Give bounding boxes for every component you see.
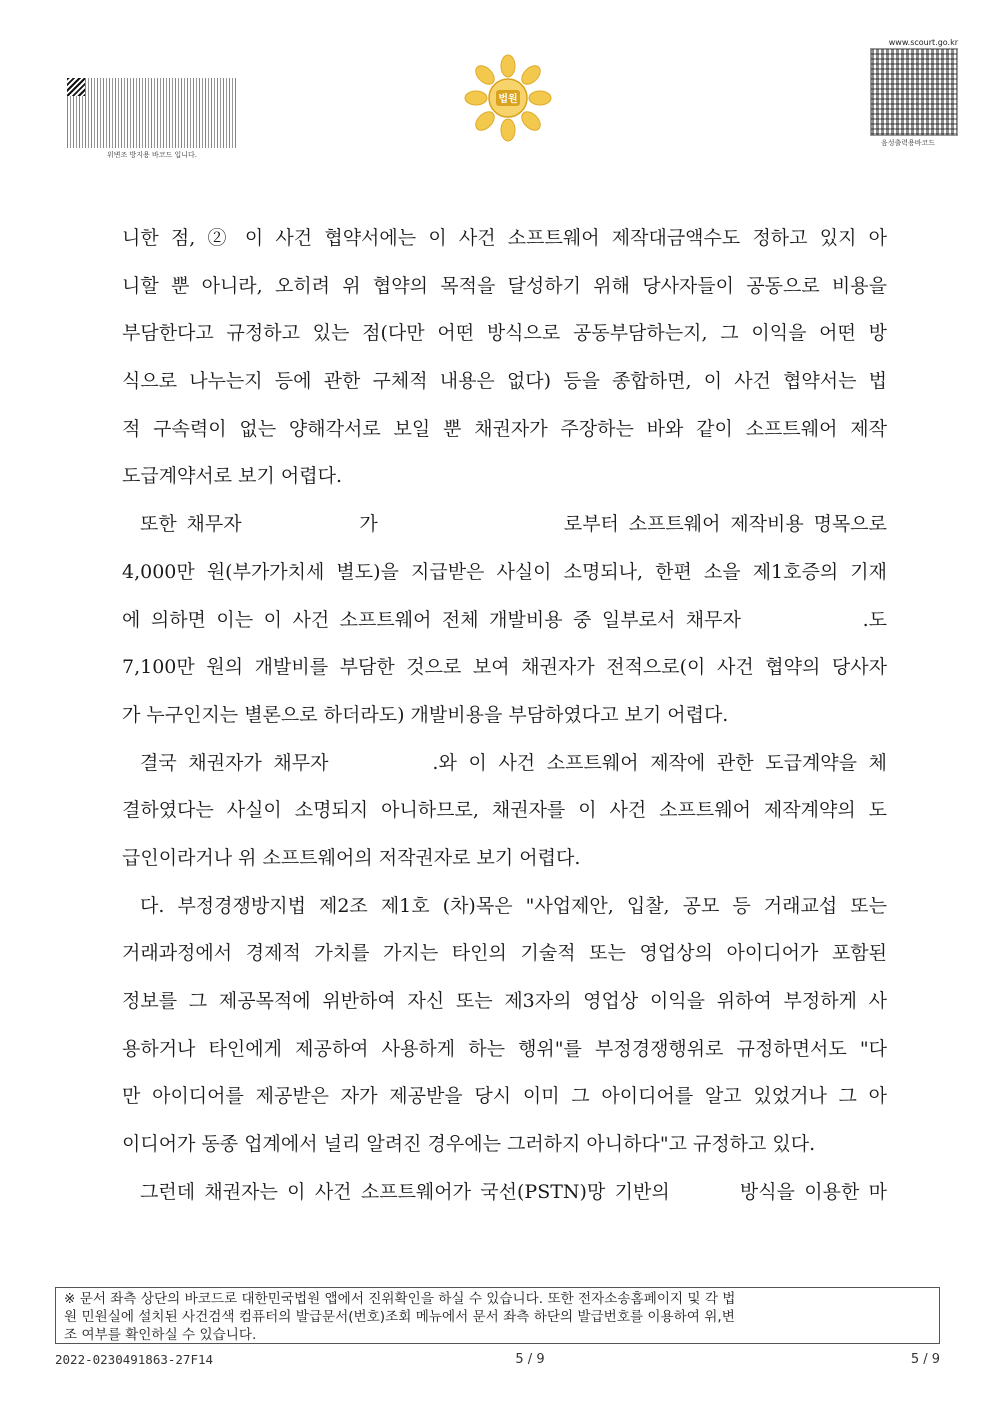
body-line: 결하였다는 사실이 소명되지 아니하므로, 채권자를 이 사건 소프트웨어 제작계약의 도 [122,799,887,822]
notice-line: ※ 문서 좌측 상단의 바코드로 대한민국법원 앱에서 진위확인을 하실 수 있습니다. 또한 전자소송홈페이지 및 각 법 [64,1291,736,1307]
page-number-right: 5 / 9 [910,1352,940,1367]
body-line: 다. 부정경쟁방지법 제2조 제1호 (차)목은 "사업제안, 입찰, 공모 등 거래교섭 또는 [140,894,887,917]
qr-caption: 음성출력용바코드 [880,139,936,147]
court-emblem-icon [462,52,554,144]
emblem-text: 법원 [498,94,518,105]
body-line: 거래과정에서 경제적 가치를 가지는 타인의 기술적 또는 영업상의 아이디어가 포함된 [122,942,887,965]
page-number-center: 5 / 9 [515,1352,545,1367]
body-line: 니할 뿐 아니라, 오히려 위 협약의 목적을 달성하기 위해 당사자들이 공동으로 비용을 [122,274,887,297]
notice-line: 조 여부를 확인하실 수 있습니다. [64,1327,257,1343]
body-line: 도급계약서로 보기 어렵다. [122,465,343,488]
body-line: 식으로 나누는지 등에 관한 구체적 내용은 없다) 등을 종합하면, 이 사건 협약서는 법 [122,370,887,393]
body-line: 정보를 그 제공목적에 위반하여 자신 또는 제3자의 영업상 이익을 위하여 부정하게 사 [122,990,887,1012]
body-line: 니한 점, ② 이 사건 협약서에는 이 사건 소프트웨어 제작대금액수도 정하고 있지 아 [122,227,887,249]
body-line: 급인이라거나 위 소프트웨어의 저작권자로 보기 어렵다. [122,846,581,869]
body-line: 4,000만 원(부가가치세 별도)을 지급받은 사실이 소명되나, 한편 소을 제1호증의 기재 [122,560,887,583]
issue-number: 2022-0230491863-27F14 [55,1352,214,1367]
body-line: 만 아이디어를 제공받은 자가 제공받을 당시 이미 그 아이디어를 알고 있었거나 그 아 [122,1085,887,1108]
barcode-caption: 위변조 방지용 바코드 입니다. [106,151,198,159]
body-line: 적 구속력이 없는 양해각서로 보일 뿐 채권자가 주장하는 바와 같이 소프트웨어 제작 [122,417,887,440]
barcode-corner-mark [67,78,85,96]
audio-output-barcode [870,48,958,136]
body-line: 용하거나 타인에게 제공하여 사용하게 하는 행위"를 부정경쟁행위로 규정하면서도 "다 [122,1037,887,1060]
document-body [122,215,887,1216]
body-line: 부담한다고 규정하고 있는 점(다만 어떤 방식으로 공동부담하는지, 그 이익을 어떤 방 [122,322,887,345]
body-line: 또한 채무자 가 로부터 소프트웨어 제작비용 명목으로 [140,513,887,536]
body-line: 이디어가 동종 업계에서 널리 알려진 경우에는 그러하지 아니하다"고 규정하고 있다. [122,1133,816,1156]
body-line: 가 누구인지는 별론으로 하더라도) 개발비용을 부담하였다고 보기 어렵다. [122,703,729,726]
verification-notice [55,1287,940,1344]
notice-line: 원 민원실에 설치된 사건검색 컴퓨터의 발급문서(번호)조회 메뉴에서 문서 좌측 하단의 발급번호를 이용하여 위,변 [64,1309,735,1325]
court-website-url: www.scourt.go.kr [888,38,958,47]
body-line: 결국 채권자가 채무자 .와 이 사건 소프트웨어 제작에 관한 도급계약을 체 [140,751,887,774]
body-line: 그런데 채권자는 이 사건 소프트웨어가 국선(PSTN)망 기반의 방식을 이용한 마 [140,1180,887,1203]
anti-forgery-barcode [67,78,237,148]
body-line: 7,100만 원의 개발비를 부담한 것으로 보여 채권자가 전적으로(이 사건 협약의 당사자 [122,656,887,679]
body-line: 에 의하면 이는 이 사건 소프트웨어 전체 개발비용 중 일부로서 채무자 .도 [122,608,887,631]
